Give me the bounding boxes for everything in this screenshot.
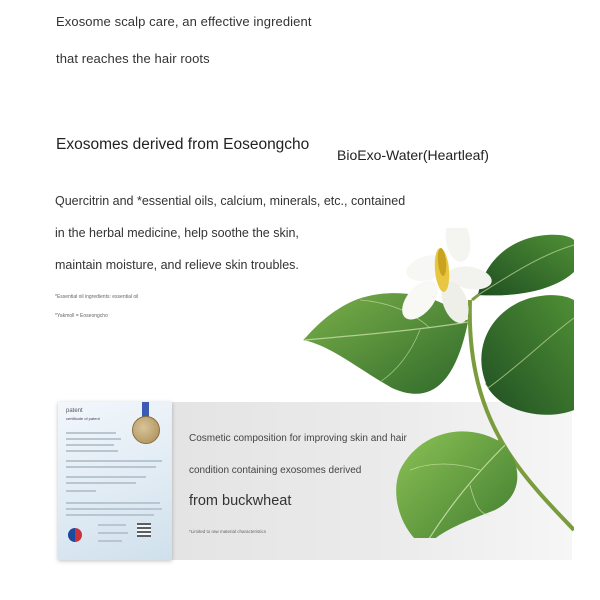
intro-line-2: that reaches the hair roots — [56, 51, 210, 66]
description-line-3: maintain moisture, and relieve skin troubles. — [55, 258, 299, 272]
certificate-text-line — [66, 460, 162, 462]
certificate-text-line — [66, 514, 154, 516]
patent-note: *Limited to raw material characteristics — [189, 529, 267, 534]
certificate-text-line — [66, 432, 116, 434]
leaf-left — [303, 293, 468, 394]
certificate-text-line — [66, 466, 156, 468]
patent-line-1: Cosmetic composition for improving skin and hair — [189, 433, 407, 444]
leaf-upper-right — [478, 235, 574, 296]
leaf-bottom — [396, 431, 517, 538]
patent-line-3: from buckwheat — [189, 493, 292, 509]
description-line-2: in the herbal medicine, help soothe the skin, — [55, 226, 299, 240]
footnote-yakmoll: *Yakmoll = Eoseongcho — [55, 313, 108, 319]
certificate-text-line — [66, 438, 121, 440]
section-heading: Exosomes derived from Eoseongcho — [56, 136, 310, 153]
certificate-subtitle: certificate of patent — [66, 416, 100, 421]
certificate-text-line — [98, 532, 128, 534]
certificate-text-line — [66, 450, 118, 452]
patent-certificate — [58, 402, 172, 560]
certificate-text-line — [66, 482, 136, 484]
certificate-text-line — [66, 502, 160, 504]
certificate-text-line — [66, 444, 114, 446]
certificate-qr-code — [137, 523, 151, 537]
certificate-text-line — [98, 540, 122, 542]
section-subheading: BioExo-Water(Heartleaf) — [337, 147, 489, 163]
intro-line-1: Exosome scalp care, an effective ingredient — [56, 14, 312, 29]
certificate-title: patent — [66, 408, 83, 414]
heartleaf-plant-illustration — [300, 228, 574, 538]
certificate-text-line — [98, 524, 126, 526]
certificate-text-line — [66, 490, 96, 492]
description-line-1: Quercitrin and *essential oils, calcium, minerals, etc., contained — [55, 194, 406, 208]
certificate-text-line — [66, 508, 162, 510]
korea-ip-office-logo — [68, 528, 82, 542]
footnote-essential-oil: *Essential oil ingredients: essential oil — [55, 294, 139, 300]
certificate-seal — [132, 416, 160, 444]
certificate-text-line — [66, 476, 146, 478]
leaf-right-middle — [481, 295, 574, 415]
patent-line-2: condition containing exosomes derived — [189, 465, 362, 476]
